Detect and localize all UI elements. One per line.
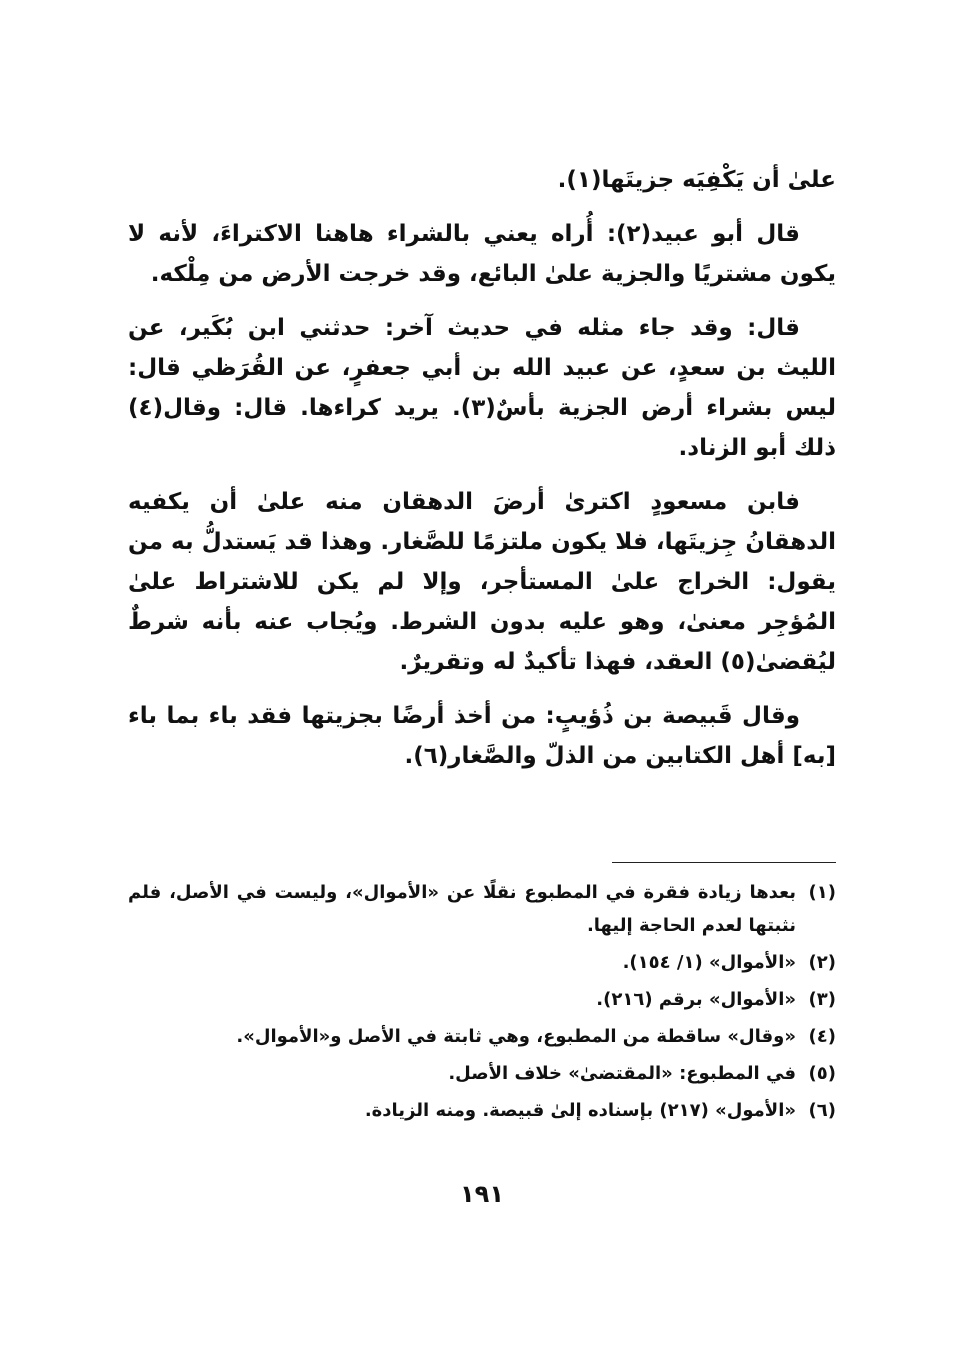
footnote-text: بعدها زيادة فقرة في المطبوع نقلًا عن «الأموال»، وليست في الأصل، فلم نثبتها لعدم الحاجة إليها. (128, 882, 796, 936)
page-number: ١٩١ (460, 1180, 504, 1208)
footnote-text: «الأمول» (٢١٧) بإسناده إلىٰ قبيصة. ومنه الزيادة. (364, 1100, 796, 1121)
paragraph: قال أبو عبيد(٢): أُراه يعني بالشراء هاهنا الاكتراءَ، لأنه لا يكون مشتريًا والجزية علىٰ البائع، وقد خرجت الأرض من مِلْكه. (128, 221, 836, 287)
footnote-number: (٢) (808, 952, 836, 973)
footnote-number: (٥) (808, 1063, 836, 1084)
footnote-number: (٣) (808, 989, 836, 1010)
paragraph: علىٰ أن يَكْفِيَه جزيتَها(١). (557, 167, 836, 193)
footnote (128, 983, 836, 1016)
footnote-text: «الأموال» (١/ ١٥٤). (622, 952, 796, 973)
footnote (128, 946, 836, 979)
paragraph: وقال قَبيصة بن ذُؤيبٍ: من أخذ أرضًا بجزيتها فقد باء بما باء [به] أهل الكتابين من الذلّ والصَّغار(٦). (128, 703, 836, 769)
paragraph: قال: وقد جاء مثله في حديث آخر: حدثني ابن بُكَير، عن الليث بن سعدٍ، عن عبيد الله بن أبي جعفرٍ، عن القُرَظي قال: ليس بشراء أرض الجزية بأسٌ(٣). يريد كراءها. قال: وقال(٤) ذلك أبو الزناد. (128, 315, 836, 461)
footnote-number: (٦) (808, 1100, 836, 1121)
footnote-number: (٤) (808, 1026, 836, 1047)
footnote-text: «وقال» ساقطة من المطبوع، وهي ثابتة في الأصل و«الأموال». (236, 1026, 796, 1047)
footnote (128, 876, 836, 942)
footnotes (128, 876, 836, 1131)
footnote-number: (١) (808, 882, 836, 903)
footnote-separator (612, 862, 836, 863)
footnote (128, 1020, 836, 1053)
footnote (128, 1094, 836, 1127)
footnote-text: «الأموال» برقم (٢١٦). (596, 989, 796, 1010)
main-text (128, 160, 836, 790)
footnote (128, 1057, 836, 1090)
paragraph: فابن مسعودٍ اكترىٰ أرضَ الدهقان منه علىٰ أن يكفيه الدهقانُ جِزيتَها، فلا يكون ملتزمًا للصَّغار. وهذا قد يَستدلُّ به من يقول: الخراج علىٰ المستأجر، وإلا لم يكن للاشتراط علىٰ المُؤجِر معنىٰ، وهو عليه بدون الشرط. ويُجاب عنه بأنه شرطٌ ليُقضىٰ(٥) العقد، فهذا تأكيدٌ له وتقريرٌ. (128, 489, 836, 675)
footnote-text: في المطبوع: «المقتضىٰ» خلاف الأصل. (448, 1063, 796, 1084)
